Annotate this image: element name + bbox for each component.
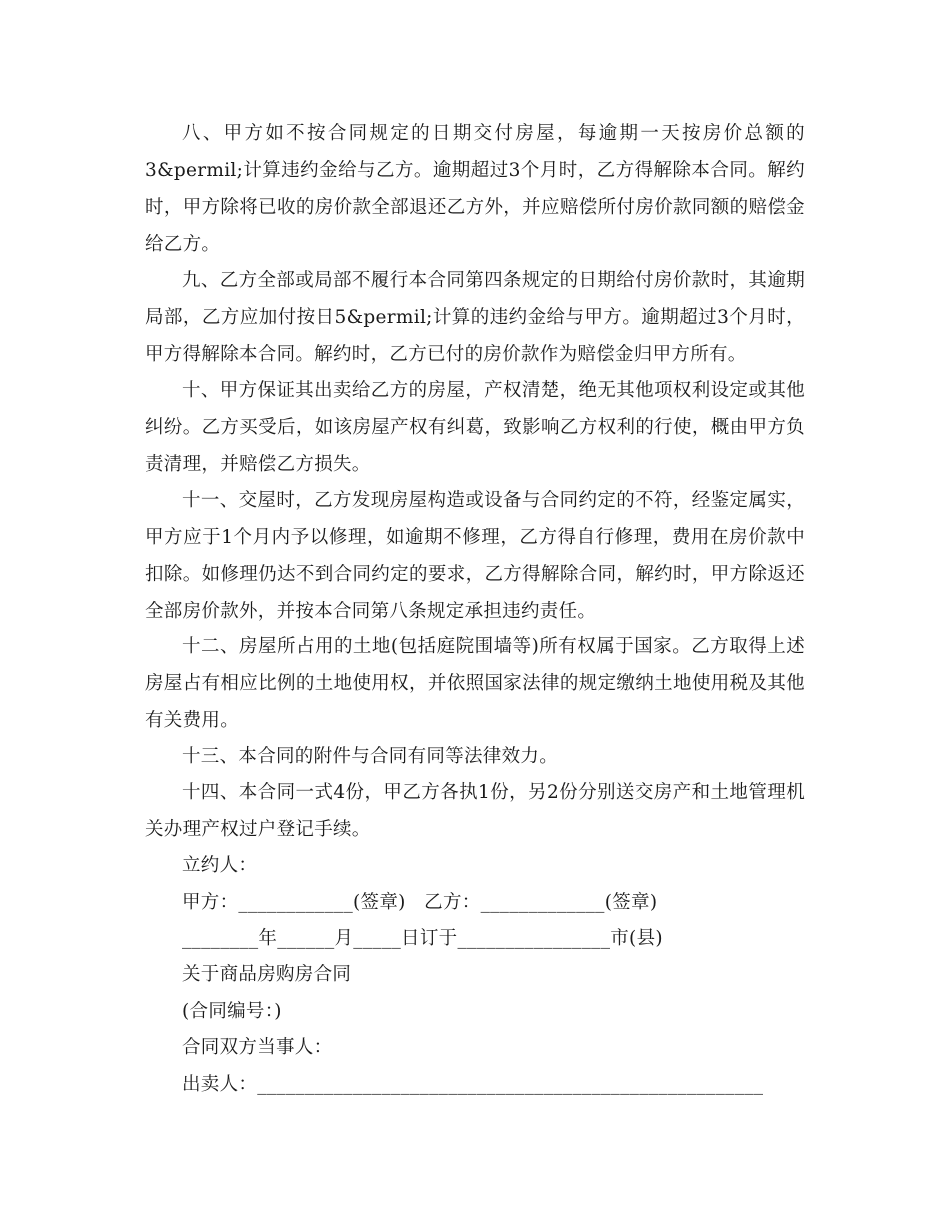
clause-14: 十四、本合同一式4份，甲乙方各执1份，另2份分别送交房产和土地管理机关办理产权过户登记手续。	[145, 782, 805, 840]
clause-9: 九、乙方全部或局部不履行本合同第四条规定的日期给付房价款时，其逾期局部，乙方应加付按日5&permil;计算的违约金给与甲方。逾期超过3个月时，甲方得解除本合同。解约时，乙方已付的房价款作为赔偿金归甲方所有。	[145, 270, 805, 365]
parties-label: 合同双方当事人：	[182, 1037, 333, 1058]
contract-number: (合同编号：)	[182, 1001, 282, 1022]
signing-date-line: ________年______月_____日订于________________市(县)	[182, 928, 663, 949]
clause-10: 十、甲方保证其出卖给乙方的房屋，产权清楚，绝无其他项权利设定或其他纠纷。乙方买受后，如该房屋产权有纠葛，致影响乙方权利的行使，概由甲方负责清理，并赔偿乙方损失。	[145, 380, 805, 475]
next-contract-title: 关于商品房购房合同	[182, 964, 352, 985]
clause-12: 十二、房屋所占用的土地(包括庭院围墙等)所有权属于国家。乙方取得上述房屋占有相应比例的土地使用权，并依照国家法律的规定缴纳土地使用税及其他有关费用。	[145, 636, 805, 731]
clause-11: 十一、交屋时，乙方发现房屋构造或设备与合同约定的不符，经鉴定属实，甲方应于1个月内予以修理，如逾期不修理，乙方得自行修理，费用在房价款中扣除。如修理仍达不到合同约定的要求，乙方得解除合同，解约时，甲方除返还全部房价款外，并按本合同第八条规定承担违约责任。	[145, 490, 805, 622]
clause-8: 八、甲方如不按合同规定的日期交付房屋，每逾期一天按房价总额的3&permil;计算违约金给与乙方。逾期超过3个月时，乙方得解除本合同。解约时，甲方除将已收的房价款全部退还乙方外，并应赔偿所付房价款同额的赔偿金给乙方。	[145, 123, 805, 255]
parties-signature-line: 甲方：____________(签章) 乙方：_____________(签章)	[182, 892, 658, 913]
signatories-label: 立约人：	[182, 855, 258, 876]
seller-line: 出卖人：_____________________________________________________	[182, 1074, 764, 1095]
clause-13: 十三、本合同的附件与合同有同等法律效力。	[182, 746, 559, 767]
